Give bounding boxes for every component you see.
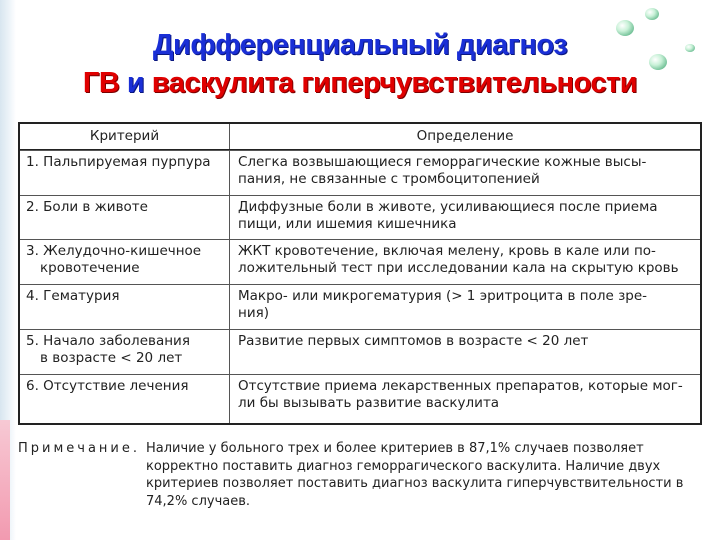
criterion-cell — [20, 285, 230, 329]
definition-cell — [230, 330, 700, 374]
definition-cell — [230, 151, 700, 195]
footnote-label: Примечание. — [18, 441, 141, 456]
title-line-1: Дифференциальный диагноз — [152, 29, 568, 61]
definition-text: Слегка возвышающиеся геморрагические кожные высы- — [238, 154, 647, 170]
criterion-text-cont: в возрасте < 20 лет — [40, 350, 183, 366]
criterion-text: 4. Гематурия — [26, 288, 120, 304]
page-title — [40, 26, 680, 102]
definition-text-cont: ли бы вызывать развитие васкулита — [238, 395, 500, 411]
title-conjunction: и — [119, 67, 152, 99]
footnote-text-line-2: корректно поставить диагноз геморрагического васкулита. Наличие двух — [146, 458, 661, 474]
criterion-cell — [20, 240, 230, 284]
table-header-row — [20, 124, 700, 150]
definition-text-cont: пания, не связанные с тромбоцитопенией — [238, 171, 540, 187]
footnote-text-line-4: 74,2% случаев. — [146, 493, 251, 509]
footnote-text-line-3: критериев позволяет поставить диагноз васкулита гиперчувствительности в — [146, 476, 684, 491]
title-abbrev: ГВ — [82, 67, 120, 99]
definition-text: Развитие первых симптомов в возрасте < 20 лет — [238, 333, 589, 349]
definition-cell — [230, 285, 700, 329]
criterion-cell — [20, 151, 230, 195]
table-row — [20, 329, 700, 374]
table-row — [20, 374, 700, 423]
criterion-cell — [20, 375, 230, 423]
title-disease: васкулита гиперчувствительности — [151, 67, 638, 99]
criterion-text: 5. Начало заболевания — [26, 333, 190, 349]
definition-text: Макро- или микрогематурия (> 1 эритроцита в поле зре- — [238, 288, 648, 304]
criterion-text: 2. Боли в животе — [26, 199, 148, 215]
definition-text-cont: ложительный тест при исследовании кала на скрытую кровь — [238, 260, 679, 276]
footnote-first-line — [18, 440, 708, 458]
criterion-text: 6. Отсутствие лечения — [26, 378, 189, 394]
definition-cell — [230, 196, 700, 239]
definition-text: Диффузные боли в животе, усиливающиеся после приема — [238, 199, 658, 215]
definition-cell — [230, 375, 700, 423]
footnote — [18, 440, 708, 510]
footnote-text-line-1: Наличие у больного трех и более критериев в 87,1% случаев позволяет — [146, 441, 644, 456]
column-header-criterion: Критерий — [20, 124, 230, 149]
left-decor-accent — [0, 420, 10, 540]
table-row — [20, 284, 700, 329]
definition-cell — [230, 240, 700, 284]
table-row — [20, 239, 700, 284]
criterion-text: 3. Желудочно-кишечное — [26, 243, 202, 259]
table-row — [20, 150, 700, 195]
table-row — [20, 195, 700, 239]
title-line-2 — [40, 64, 680, 102]
definition-text: Отсутствие приема лекарственных препаратов, которые мог- — [238, 378, 683, 394]
criterion-cell — [20, 330, 230, 374]
criterion-cell — [20, 196, 230, 239]
criterion-text: 1. Пальпируемая пурпура — [26, 154, 211, 170]
criteria-table — [18, 122, 702, 425]
criterion-text-cont: кровотечение — [40, 260, 140, 276]
definition-text-cont: ния) — [238, 305, 269, 321]
column-header-definition: Определение — [416, 128, 514, 144]
definition-text: ЖКТ кровотечение, включая мелену, кровь в кале или по- — [238, 243, 656, 259]
definition-text-cont: пищи, или ишемия кишечника — [238, 216, 457, 232]
